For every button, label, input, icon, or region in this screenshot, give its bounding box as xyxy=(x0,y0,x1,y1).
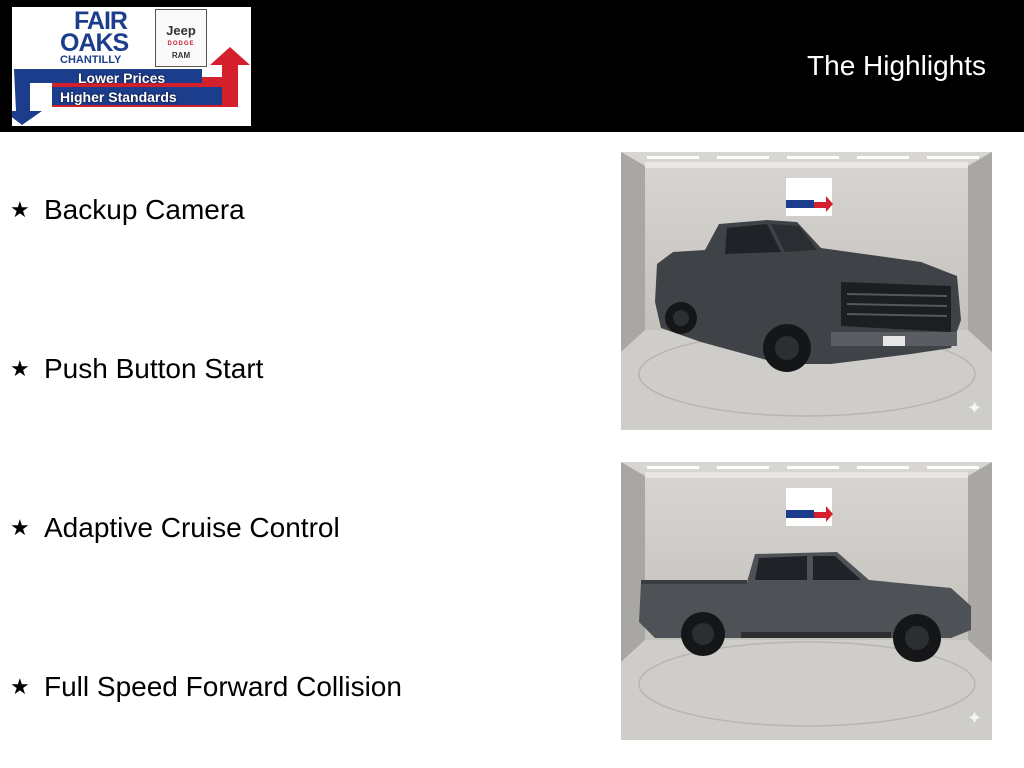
dealer-logo[interactable] xyxy=(12,7,251,126)
logo-word-chantilly: CHANTILLY xyxy=(60,54,122,66)
highlight-label: Push Button Start xyxy=(44,353,264,384)
truck-front-photo-graphic xyxy=(621,152,992,430)
star-icon: ★ xyxy=(10,674,30,699)
truck-side-profile-photo[interactable] xyxy=(621,462,992,740)
star-icon: ★ xyxy=(10,197,30,222)
svg-text:✦: ✦ xyxy=(967,398,983,419)
logo-arrow-graphic xyxy=(12,7,251,126)
truck-side-photo-graphic xyxy=(621,462,992,740)
highlight-item xyxy=(10,353,263,385)
logo-tagline-1: Lower Prices xyxy=(78,70,166,86)
brand-ram: RAM xyxy=(171,51,191,60)
logo-word-oaks: OAKS xyxy=(60,29,129,57)
header-bar xyxy=(0,0,1024,132)
highlight-label: Full Speed Forward Collision xyxy=(44,671,402,702)
brand-jeep: Jeep xyxy=(166,23,196,38)
highlight-item xyxy=(10,194,245,226)
page-title: The Highlights xyxy=(807,50,986,81)
star-icon: ★ xyxy=(10,356,30,381)
star-icon: ★ xyxy=(10,515,30,540)
svg-text:✦: ✦ xyxy=(967,708,983,729)
brand-dodge: DODGE xyxy=(167,41,195,47)
logo-tagline-2: Higher Standards xyxy=(60,89,177,105)
highlight-item xyxy=(10,671,402,703)
brand-badge-box xyxy=(155,9,207,67)
logo-word-fair: FAIR xyxy=(74,7,127,35)
highlight-label: Adaptive Cruise Control xyxy=(44,512,340,543)
highlight-label: Backup Camera xyxy=(44,194,245,225)
truck-front-three-quarter-photo[interactable] xyxy=(621,152,992,430)
highlight-item xyxy=(10,512,340,544)
